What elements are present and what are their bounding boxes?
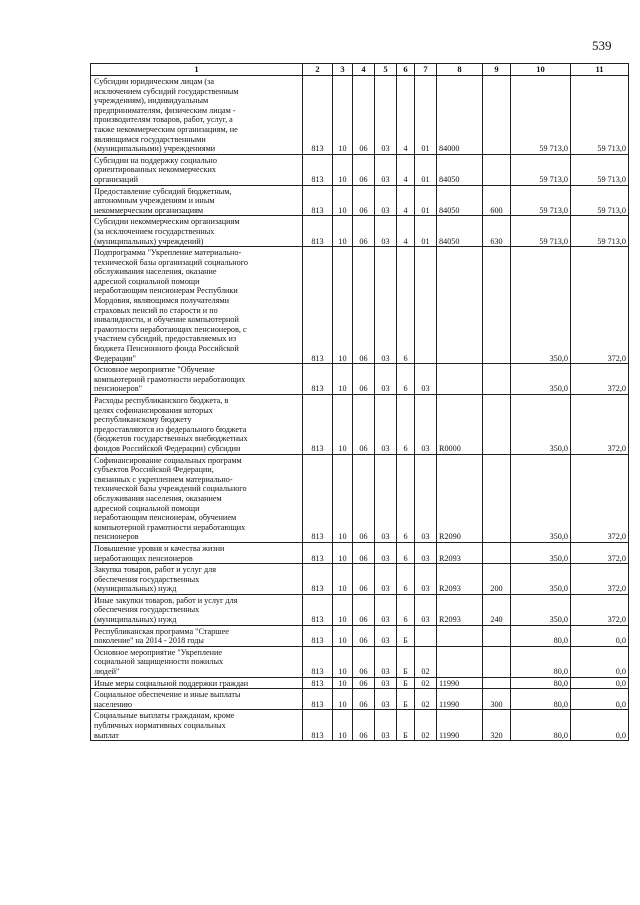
table-body bbox=[91, 76, 629, 741]
code-expense-type: 300 bbox=[483, 689, 511, 710]
code-admin: 813 bbox=[303, 594, 333, 625]
code-subsection: 06 bbox=[353, 542, 375, 563]
row-description: Республиканская программа "Старшее поколение" на 2014 - 2018 годы bbox=[91, 625, 303, 646]
row-description: Иные меры социальной поддержки граждан bbox=[91, 677, 303, 689]
code-subprogram: 6 bbox=[397, 454, 415, 542]
code-section: 10 bbox=[333, 395, 353, 455]
code-admin: 813 bbox=[303, 154, 333, 185]
code-direction bbox=[437, 364, 483, 395]
code-admin: 813 bbox=[303, 625, 333, 646]
table-row bbox=[91, 625, 629, 646]
code-section: 10 bbox=[333, 625, 353, 646]
code-direction: 84050 bbox=[437, 216, 483, 247]
budget-table bbox=[90, 63, 629, 741]
amount-year-1: 59 713,0 bbox=[511, 216, 571, 247]
code-subsection: 06 bbox=[353, 395, 375, 455]
header-row bbox=[91, 64, 629, 76]
code-program: 03 bbox=[375, 76, 397, 155]
row-description: Субсидии на поддержку социально ориентированных некоммерческих организаций bbox=[91, 154, 303, 185]
amount-year-1: 80,0 bbox=[511, 646, 571, 677]
column-header-9: 9 bbox=[483, 64, 511, 76]
code-expense-type bbox=[483, 395, 511, 455]
table-row bbox=[91, 395, 629, 455]
amount-year-2: 372,0 bbox=[571, 247, 629, 364]
table-row bbox=[91, 364, 629, 395]
code-expense-type: 630 bbox=[483, 216, 511, 247]
table-row bbox=[91, 564, 629, 595]
table-row bbox=[91, 542, 629, 563]
code-event: 02 bbox=[415, 646, 437, 677]
code-direction bbox=[437, 646, 483, 677]
code-expense-type: 240 bbox=[483, 594, 511, 625]
code-section: 10 bbox=[333, 689, 353, 710]
amount-year-1: 350,0 bbox=[511, 364, 571, 395]
code-direction: 84000 bbox=[437, 76, 483, 155]
code-program: 03 bbox=[375, 594, 397, 625]
amount-year-1: 350,0 bbox=[511, 395, 571, 455]
code-program: 03 bbox=[375, 454, 397, 542]
code-admin: 813 bbox=[303, 454, 333, 542]
code-event: 03 bbox=[415, 454, 437, 542]
code-expense-type bbox=[483, 247, 511, 364]
row-description: Субсидии некоммерческим организациям (за исключением государственных (муниципальных) учреждений) bbox=[91, 216, 303, 247]
amount-year-2: 372,0 bbox=[571, 364, 629, 395]
code-subsection: 06 bbox=[353, 646, 375, 677]
code-section: 10 bbox=[333, 710, 353, 741]
amount-year-1: 80,0 bbox=[511, 689, 571, 710]
code-section: 10 bbox=[333, 677, 353, 689]
code-subprogram: 6 bbox=[397, 364, 415, 395]
code-event: 03 bbox=[415, 542, 437, 563]
code-subsection: 06 bbox=[353, 564, 375, 595]
code-admin: 813 bbox=[303, 395, 333, 455]
code-section: 10 bbox=[333, 185, 353, 216]
row-description: Повышение уровня и качества жизни неработающих пенсионеров bbox=[91, 542, 303, 563]
row-description: Подпрограмма "Укрепление материально- технической базы организаций социального обслуживания населения, оказание адресной социальной помощи неработающим пенсионерам Республики Мордовия, являющимся получателями страховых пенсий по старости и по инвалидности, и обучение компьютерной грамотности неработающих пенсионеров, с участием субсидий, предоставляемых из бюджета Пенсионного фонда Российской Федерации" bbox=[91, 247, 303, 364]
code-event bbox=[415, 247, 437, 364]
amount-year-2: 372,0 bbox=[571, 564, 629, 595]
code-event: 02 bbox=[415, 689, 437, 710]
amount-year-2: 0,0 bbox=[571, 677, 629, 689]
code-direction: R2093 bbox=[437, 542, 483, 563]
page-number: 539 bbox=[592, 38, 612, 53]
amount-year-1: 350,0 bbox=[511, 542, 571, 563]
table-row bbox=[91, 247, 629, 364]
code-expense-type bbox=[483, 76, 511, 155]
code-program: 03 bbox=[375, 677, 397, 689]
code-subprogram: 4 bbox=[397, 76, 415, 155]
code-program: 03 bbox=[375, 185, 397, 216]
code-section: 10 bbox=[333, 542, 353, 563]
code-section: 10 bbox=[333, 216, 353, 247]
row-description: Основное мероприятие "Укрепление социальной защищенности пожилых людей" bbox=[91, 646, 303, 677]
code-admin: 813 bbox=[303, 185, 333, 216]
code-expense-type: 600 bbox=[483, 185, 511, 216]
code-subprogram: Б bbox=[397, 689, 415, 710]
code-subsection: 06 bbox=[353, 710, 375, 741]
code-subprogram: Б bbox=[397, 646, 415, 677]
amount-year-1: 59 713,0 bbox=[511, 154, 571, 185]
code-admin: 813 bbox=[303, 247, 333, 364]
amount-year-1: 59 713,0 bbox=[511, 76, 571, 155]
code-event: 03 bbox=[415, 594, 437, 625]
column-header-4: 4 bbox=[353, 64, 375, 76]
table-row bbox=[91, 710, 629, 741]
row-description: Закупка товаров, работ и услуг для обеспечения государственных (муниципальных) нужд bbox=[91, 564, 303, 595]
table-row bbox=[91, 454, 629, 542]
code-admin: 813 bbox=[303, 677, 333, 689]
code-direction bbox=[437, 247, 483, 364]
code-event: 03 bbox=[415, 395, 437, 455]
amount-year-2: 372,0 bbox=[571, 395, 629, 455]
code-event: 03 bbox=[415, 364, 437, 395]
code-program: 03 bbox=[375, 625, 397, 646]
amount-year-1: 350,0 bbox=[511, 564, 571, 595]
table-row bbox=[91, 216, 629, 247]
table-row bbox=[91, 76, 629, 155]
code-subsection: 06 bbox=[353, 216, 375, 247]
code-program: 03 bbox=[375, 247, 397, 364]
table-row bbox=[91, 154, 629, 185]
amount-year-1: 350,0 bbox=[511, 454, 571, 542]
code-subprogram: Б bbox=[397, 625, 415, 646]
code-subprogram: Б bbox=[397, 677, 415, 689]
column-header-8: 8 bbox=[437, 64, 483, 76]
code-program: 03 bbox=[375, 689, 397, 710]
amount-year-2: 59 713,0 bbox=[571, 76, 629, 155]
code-direction: R2090 bbox=[437, 454, 483, 542]
code-subprogram: 6 bbox=[397, 564, 415, 595]
code-program: 03 bbox=[375, 216, 397, 247]
code-subprogram: 4 bbox=[397, 154, 415, 185]
code-program: 03 bbox=[375, 364, 397, 395]
code-expense-type: 320 bbox=[483, 710, 511, 741]
amount-year-2: 0,0 bbox=[571, 689, 629, 710]
code-section: 10 bbox=[333, 154, 353, 185]
code-event: 01 bbox=[415, 154, 437, 185]
amount-year-1: 350,0 bbox=[511, 247, 571, 364]
table-row bbox=[91, 594, 629, 625]
amount-year-2: 372,0 bbox=[571, 594, 629, 625]
amount-year-2: 0,0 bbox=[571, 646, 629, 677]
code-subprogram: Б bbox=[397, 710, 415, 741]
code-subprogram: 4 bbox=[397, 216, 415, 247]
amount-year-2: 372,0 bbox=[571, 542, 629, 563]
code-program: 03 bbox=[375, 564, 397, 595]
code-subsection: 06 bbox=[353, 689, 375, 710]
column-header-5: 5 bbox=[375, 64, 397, 76]
table-row bbox=[91, 646, 629, 677]
code-section: 10 bbox=[333, 454, 353, 542]
code-admin: 813 bbox=[303, 364, 333, 395]
code-admin: 813 bbox=[303, 689, 333, 710]
code-expense-type bbox=[483, 454, 511, 542]
code-program: 03 bbox=[375, 710, 397, 741]
code-direction: R0000 bbox=[437, 395, 483, 455]
row-description: Софинансирование социальных программ субъектов Российской Федерации, связанных с укреплением материально- технической базы учреждений социального обслуживания населения, оказанием адресной социальной помощи неработающим пенсионерам, обучением компьютерной грамотности неработающих пенсионеров bbox=[91, 454, 303, 542]
code-subsection: 06 bbox=[353, 625, 375, 646]
amount-year-2: 0,0 bbox=[571, 710, 629, 741]
code-expense-type bbox=[483, 677, 511, 689]
row-description: Субсидии юридическим лицам (за исключением субсидий государственным учреждениям), индивидуальным предпринимателям, физическим лицам - производителям товаров, работ, услуг, а также некоммерческим организациям, не являющимся государственными (муниципальными) учреждениями bbox=[91, 76, 303, 155]
code-admin: 813 bbox=[303, 646, 333, 677]
code-admin: 813 bbox=[303, 564, 333, 595]
row-description: Предоставление субсидий бюджетным, автономным учреждениям и иным некоммерческим организациям bbox=[91, 185, 303, 216]
amount-year-1: 80,0 bbox=[511, 710, 571, 741]
code-admin: 813 bbox=[303, 710, 333, 741]
code-direction: R2093 bbox=[437, 564, 483, 595]
code-direction: 11990 bbox=[437, 710, 483, 741]
code-expense-type bbox=[483, 154, 511, 185]
code-subsection: 06 bbox=[353, 677, 375, 689]
amount-year-1: 59 713,0 bbox=[511, 185, 571, 216]
code-subprogram: 6 bbox=[397, 594, 415, 625]
amount-year-2: 59 713,0 bbox=[571, 185, 629, 216]
code-section: 10 bbox=[333, 247, 353, 364]
code-expense-type bbox=[483, 646, 511, 677]
amount-year-2: 0,0 bbox=[571, 625, 629, 646]
code-event: 03 bbox=[415, 564, 437, 595]
code-expense-type bbox=[483, 542, 511, 563]
code-program: 03 bbox=[375, 395, 397, 455]
row-description: Иные закупки товаров, работ и услуг для обеспечения государственных (муниципальных) нужд bbox=[91, 594, 303, 625]
code-direction: 11990 bbox=[437, 689, 483, 710]
code-expense-type bbox=[483, 364, 511, 395]
code-subsection: 06 bbox=[353, 364, 375, 395]
table-row bbox=[91, 689, 629, 710]
column-header-6: 6 bbox=[397, 64, 415, 76]
code-subsection: 06 bbox=[353, 454, 375, 542]
code-subprogram: 6 bbox=[397, 247, 415, 364]
code-event bbox=[415, 625, 437, 646]
code-event: 01 bbox=[415, 185, 437, 216]
amount-year-1: 80,0 bbox=[511, 625, 571, 646]
code-admin: 813 bbox=[303, 542, 333, 563]
column-header-3: 3 bbox=[333, 64, 353, 76]
code-expense-type bbox=[483, 625, 511, 646]
code-event: 01 bbox=[415, 216, 437, 247]
code-subsection: 06 bbox=[353, 154, 375, 185]
code-section: 10 bbox=[333, 76, 353, 155]
amount-year-1: 350,0 bbox=[511, 594, 571, 625]
column-header-1: 1 bbox=[91, 64, 303, 76]
column-header-10: 10 bbox=[511, 64, 571, 76]
code-subsection: 06 bbox=[353, 76, 375, 155]
row-description: Социальное обеспечение и иные выплаты населению bbox=[91, 689, 303, 710]
code-admin: 813 bbox=[303, 216, 333, 247]
code-event: 01 bbox=[415, 76, 437, 155]
amount-year-2: 59 713,0 bbox=[571, 154, 629, 185]
code-subsection: 06 bbox=[353, 594, 375, 625]
code-section: 10 bbox=[333, 364, 353, 395]
code-program: 03 bbox=[375, 542, 397, 563]
code-admin: 813 bbox=[303, 76, 333, 155]
code-subsection: 06 bbox=[353, 185, 375, 216]
code-direction: R2093 bbox=[437, 594, 483, 625]
table-row bbox=[91, 185, 629, 216]
amount-year-2: 59 713,0 bbox=[571, 216, 629, 247]
table-row bbox=[91, 677, 629, 689]
row-description: Расходы республиканского бюджета, в целях софинансирования которых республиканскому бюджету предоставляются из федерального бюджета (бюджетов государственных внебюджетных фондов Российской Федерации) субсидии bbox=[91, 395, 303, 455]
code-subprogram: 4 bbox=[397, 185, 415, 216]
code-direction: 11990 bbox=[437, 677, 483, 689]
code-subprogram: 6 bbox=[397, 395, 415, 455]
column-header-2: 2 bbox=[303, 64, 333, 76]
row-description: Основное мероприятие "Обучение компьютерной грамотности неработающих пенсионеров" bbox=[91, 364, 303, 395]
code-program: 03 bbox=[375, 646, 397, 677]
code-section: 10 bbox=[333, 594, 353, 625]
row-description: Социальные выплаты гражданам, кроме публичных нормативных социальных выплат bbox=[91, 710, 303, 741]
column-header-11: 11 bbox=[571, 64, 629, 76]
code-event: 02 bbox=[415, 677, 437, 689]
code-section: 10 bbox=[333, 646, 353, 677]
code-subsection: 06 bbox=[353, 247, 375, 364]
code-direction bbox=[437, 625, 483, 646]
code-program: 03 bbox=[375, 154, 397, 185]
amount-year-1: 80,0 bbox=[511, 677, 571, 689]
code-direction: 84050 bbox=[437, 185, 483, 216]
code-event: 02 bbox=[415, 710, 437, 741]
code-section: 10 bbox=[333, 564, 353, 595]
code-expense-type: 200 bbox=[483, 564, 511, 595]
code-direction: 84050 bbox=[437, 154, 483, 185]
amount-year-2: 372,0 bbox=[571, 454, 629, 542]
column-header-7: 7 bbox=[415, 64, 437, 76]
code-subprogram: 6 bbox=[397, 542, 415, 563]
